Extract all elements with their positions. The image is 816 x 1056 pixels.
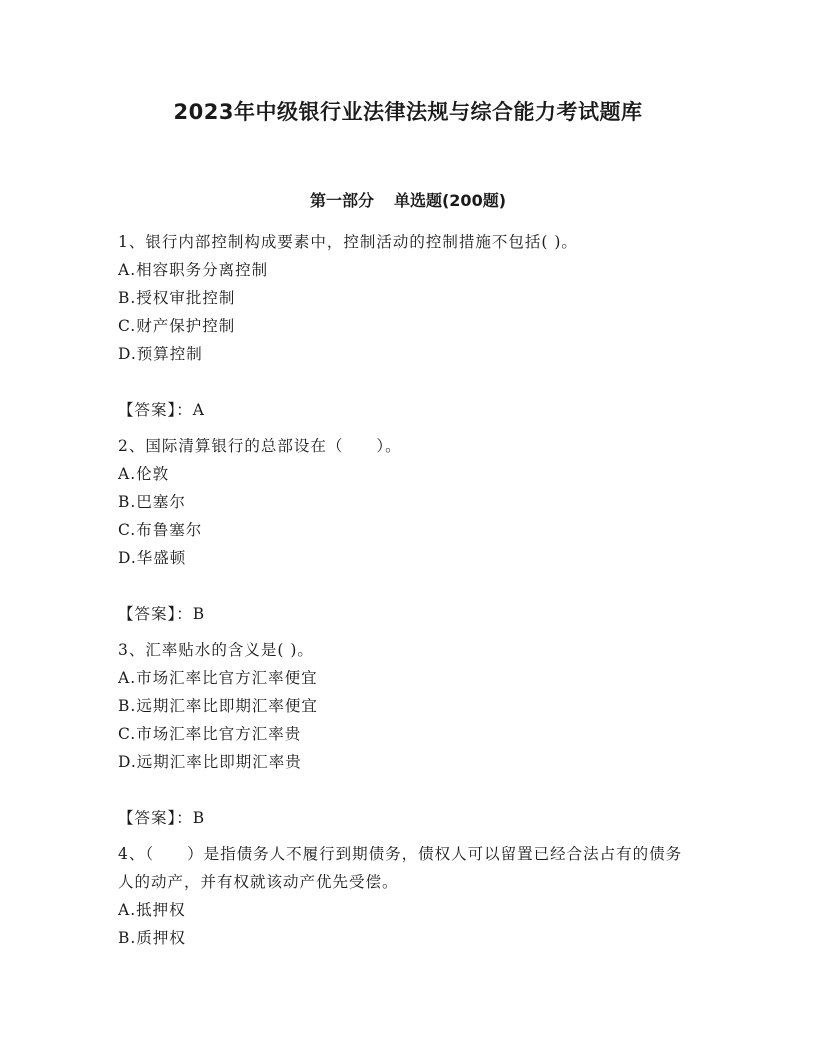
- answer-line: [118, 396, 698, 424]
- question-stem: 1、银行内部控制构成要素中，控制活动的控制措施不包括( )。: [118, 233, 578, 251]
- answer-label: 【答案】：: [118, 401, 193, 419]
- option-b: B.授权审批控制: [118, 289, 236, 307]
- question-stem: 3、汇率贴水的含义是( )。: [118, 641, 314, 659]
- question-list: [118, 228, 698, 952]
- question-4: [118, 840, 698, 952]
- option-a: A.相容职务分离控制: [118, 261, 269, 279]
- answer-label: 【答案】：: [118, 605, 193, 623]
- section-heading: [0, 188, 816, 211]
- question-stem: 2、国际清算银行的总部设在（ ）。: [118, 437, 402, 455]
- answer-value: B: [192, 605, 206, 623]
- question-3: [118, 636, 698, 832]
- answer-line: [118, 600, 698, 628]
- option-d: D.远期汇率比即期汇率贵: [118, 753, 302, 771]
- option-b: B.质押权: [118, 929, 186, 947]
- option-b: B.巴塞尔: [118, 493, 186, 511]
- question-1: [118, 228, 698, 424]
- option-c: C.布鲁塞尔: [118, 521, 203, 539]
- section-name: 单选题(200题): [393, 191, 507, 210]
- option-d: D.华盛顿: [118, 549, 187, 567]
- question-stem: 4、（ ）是指债务人不履行到期债务，债权人可以留置已经合法占有的债务人的动产，并有权就该动产优先受偿。: [118, 845, 683, 891]
- option-d: D.预算控制: [118, 345, 203, 363]
- option-a: A.市场汇率比官方汇率便宜: [118, 669, 318, 687]
- answer-value: B: [192, 809, 206, 827]
- document-title: 2023年中级银行业法律法规与综合能力考试题库: [173, 100, 643, 124]
- answer-line: [118, 804, 698, 832]
- option-b: B.远期汇率比即期汇率便宜: [118, 697, 318, 715]
- option-c: C.市场汇率比官方汇率贵: [118, 725, 302, 743]
- answer-label: 【答案】：: [118, 809, 193, 827]
- option-a: A.伦敦: [118, 465, 170, 483]
- section-part: 第一部分: [309, 191, 374, 210]
- option-c: C.财产保护控制: [118, 317, 236, 335]
- answer-value: A: [192, 401, 205, 419]
- option-a: A.抵押权: [118, 901, 186, 919]
- question-2: [118, 432, 698, 628]
